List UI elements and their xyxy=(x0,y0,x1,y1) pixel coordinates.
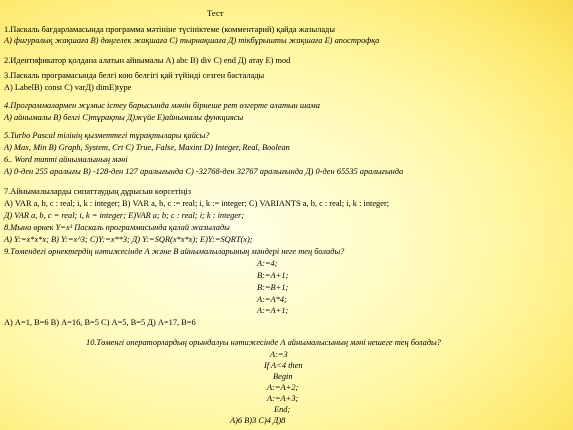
q9-code-line: A:=A+1; xyxy=(257,306,289,315)
q10-code-line: If A<4 then xyxy=(264,361,303,370)
q10-code-line: Begin xyxy=(273,372,293,381)
page-title: Тест xyxy=(207,8,224,18)
q6-answers: А) 0-ден 255 аралығы В) -128-ден 127 аралығында С) -32768-ден 32767 аралығында Д) 0-ден 65535 аралығында xyxy=(4,167,404,176)
q7-answers-line2: Д) VAR a, b, c = real; i, k = integer; Е)VAR a; b; c : real; i; k : integer; xyxy=(4,211,245,220)
q6-question: 6.. Word типті айнымалының мәні xyxy=(4,155,128,164)
q3-answers: А) LabelВ) const С) varД) dimЕ)type xyxy=(4,83,132,92)
q10-code-line: End; xyxy=(274,405,291,414)
q9-answers: А) А=1, В=6 В) А=16, В=5 С) А=5, В=5 Д) А=17, В=6 xyxy=(4,318,196,327)
q10-code-line: A:=A+2; xyxy=(267,383,299,392)
q4-question: 4.Программалармен жұмыс істеу барысында мәнін бірнеше рет өзгерте алатын шама xyxy=(4,101,320,110)
q2-question: 2.Идентификатор қолдана алатын айнымалы А) аbc В) div С) end Д) атау Е) mod xyxy=(4,56,291,65)
q7-answers-line1: А) VAR a, b, c : real; i, k : integer; В) VAR a, b, c := real; i, k := integer; С) VARIANTS a, b, c : real; i, k : integer; xyxy=(4,199,390,208)
q10-code-line: A:=A+3; xyxy=(267,394,299,403)
q10-question: 10.Төменгі операторлардың орындалуы нәтижесінде А айнымалысының мәні нешеге тең болады? xyxy=(86,338,441,347)
q9-code-line: B:=B+1; xyxy=(257,283,289,292)
q7-question: 7.Айнымалыларды сипаттаудың дұрысын көрсетіңіз xyxy=(4,187,192,196)
q3-question: 3.Паскаль програмасында белгі кою белгігі қай түйінді сезген басталады xyxy=(4,71,265,80)
q9-code-line: B:=A+1; xyxy=(257,271,289,280)
q8-question: 8.Мына өрнек Y=x³ Паскаль программасында қалай жазылады xyxy=(4,223,230,232)
q9-question: 9.Төмендегі өрнектердің нәтижесінде А және В айнымалыларының мәндері неге тең болады? xyxy=(4,247,345,256)
q1-question: 1.Паскаль бағдарламасында программа мәтініне түсініктеме (комментарий) қайда жазылады xyxy=(4,25,335,34)
q10-answers: А)6 В)3 С)4 Д)8 xyxy=(230,416,286,425)
q10-code-line: A:=3 xyxy=(270,350,288,359)
q5-question: 5.Turbo Pascal тілінің қызметтегі тұрақтылары қайсы? xyxy=(4,131,210,140)
q8-answers: А) Y:=x*x*x; В) Y:=x^3; С)Y:=x**3; Д) Y:=SQR(x*x*x); Е)Y:=SQRT(x); xyxy=(4,235,253,244)
q4-answers: А) айнымалы В) белгі С)тұрақты Д)жүйе Е)айнымалы функциясы xyxy=(4,113,244,122)
q9-code-line: A:=A*4; xyxy=(257,295,287,304)
q5-answers: А) Max, Min В) Graph, System, Crt С) True, False, Maxint D) Integer, Real, Boolean xyxy=(4,143,290,152)
q1-answers: А) фигуралық жақшаға В) дөңгелек жақшаға С) тырнақшаға Д) тікбұрышты жақшаға Е) апострофқа xyxy=(4,36,380,45)
q9-code-line: A:=4; xyxy=(257,259,278,268)
